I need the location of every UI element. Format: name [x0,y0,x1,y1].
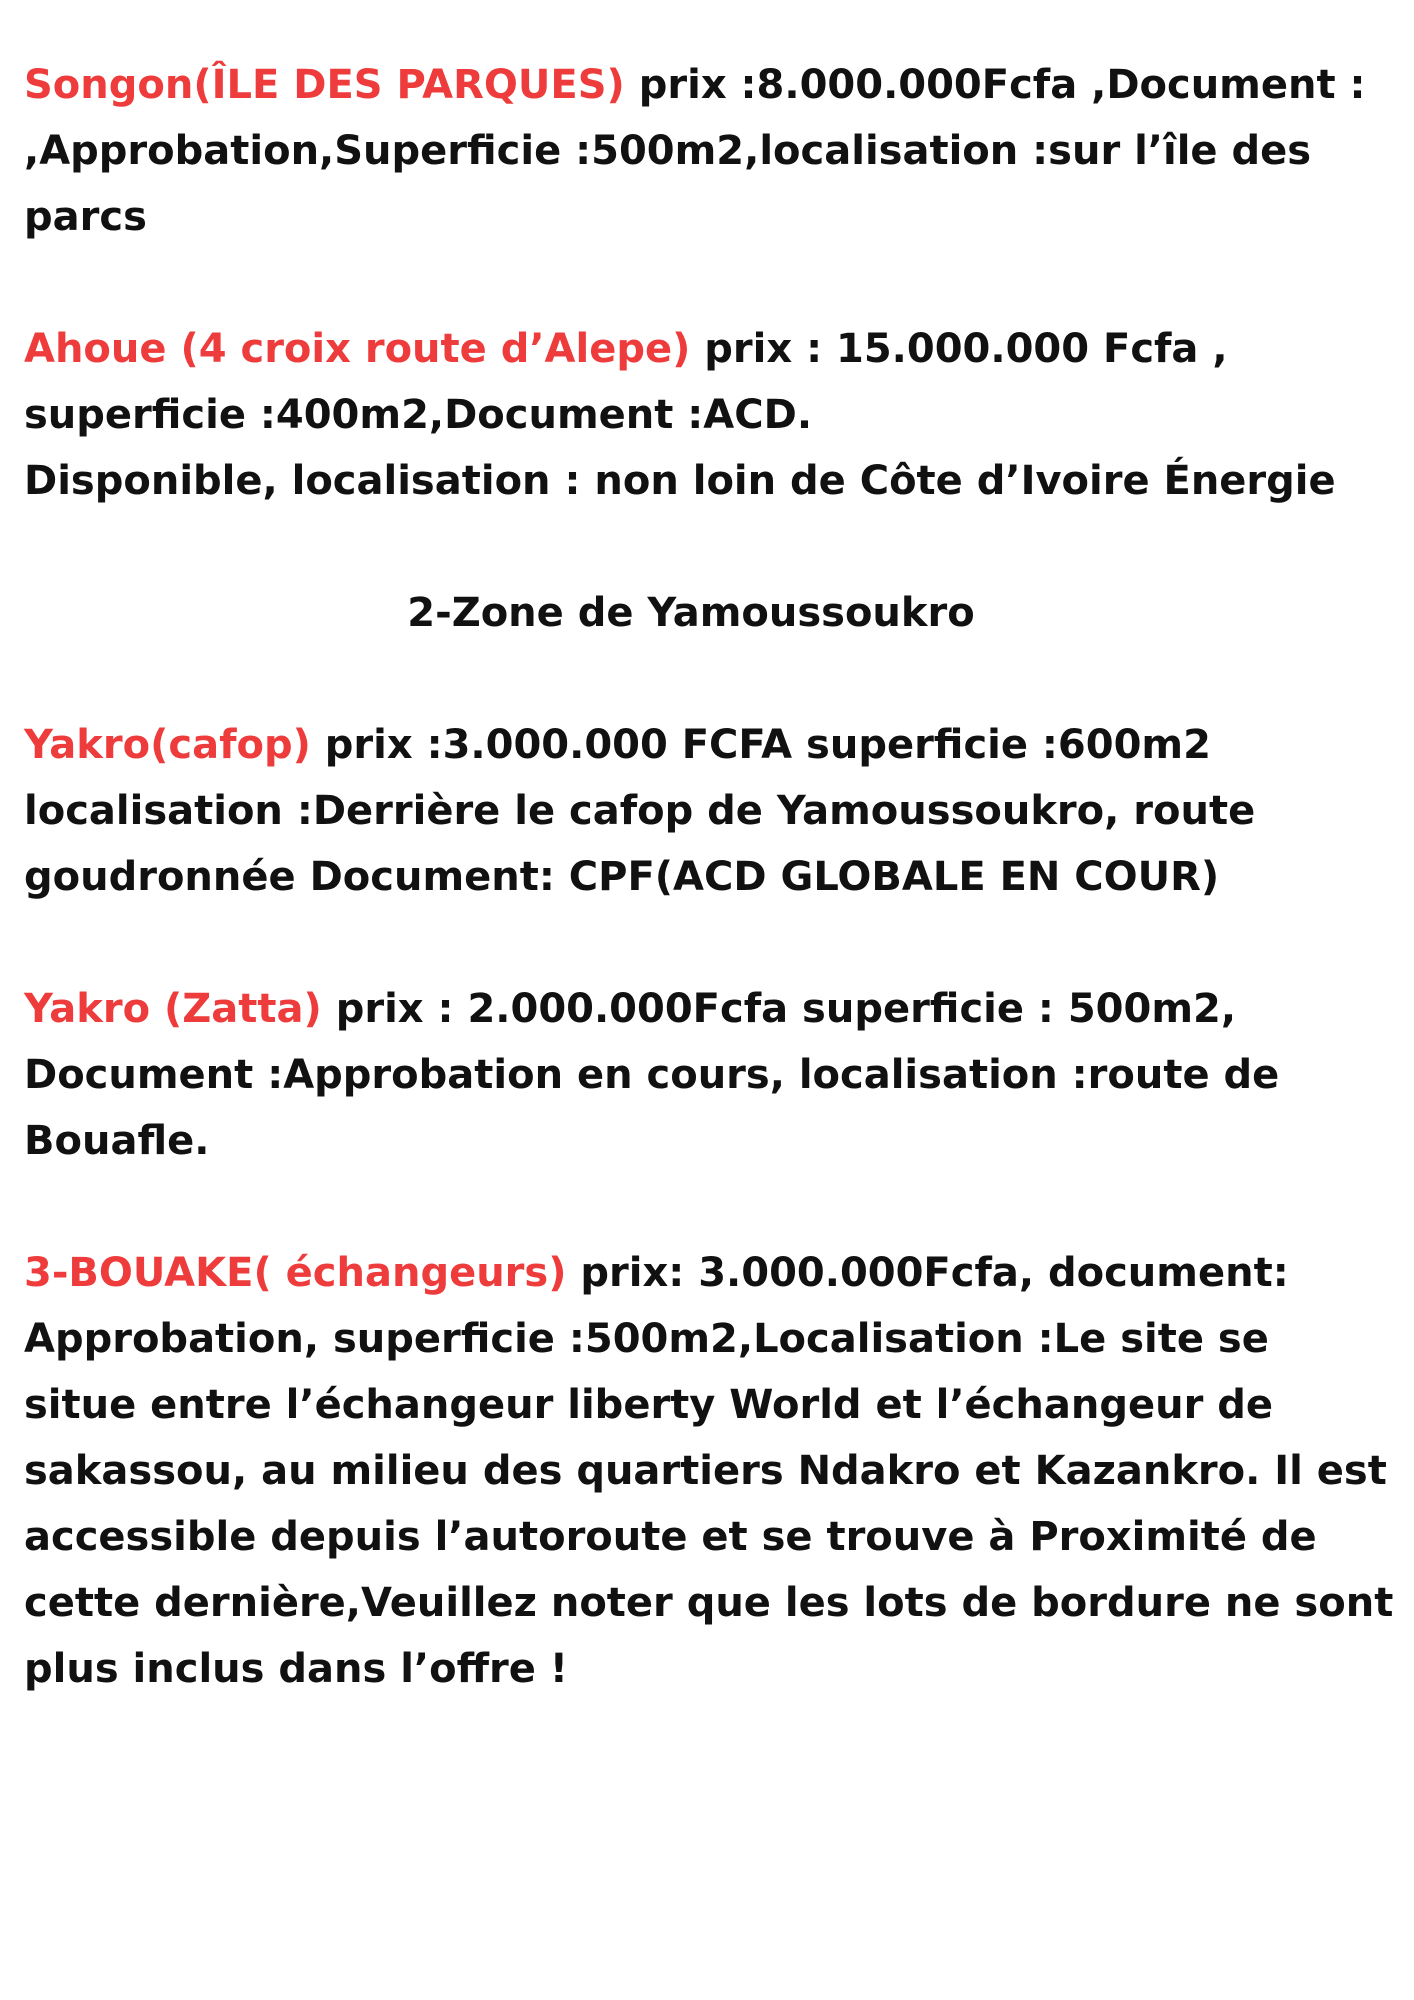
listing-title: Ahoue (4 croix route d’Alepe) [24,326,691,372]
listing-title: 3-BOUAKE( échangeurs) [24,1250,567,1296]
listing-title: Yakro (Zatta) [24,986,322,1032]
listing-details: prix :8.000.000Fcfa ,Document : ,Approbation,Superficie :500m2,localisation :sur l’île des parcs [24,62,1366,240]
listing-ahoue [24,316,1394,514]
listing-details: prix : 15.000.000 Fcfa , superficie :400m2,Document :ACD. [24,326,1228,438]
listing-songon [24,52,1394,250]
zone-heading: 2-Zone de Yamoussoukro [407,590,975,636]
listing-yakro-cafop [24,712,1394,910]
listing-extra: Disponible, localisation : non loin de Côte d’Ivoire Énergie [24,458,1336,504]
listing-title: Yakro(cafop) [24,722,311,768]
listing-bouake [24,1240,1394,1702]
document-page [24,52,1394,1768]
listing-details: prix: 3.000.000Fcfa, document: Approbation, superficie :500m2,Localisation :Le site se situe entre l’échangeur liberty World et l’échangeur de sakassou, au milieu des quartiers Ndakro et Kazankro. Il est accessible depuis l’autoroute et se trouve à Proximité de cette dernière,Veuillez noter que les lots de bordure ne sont plus inclus dans l’offre ! [24,1250,1394,1692]
listing-details: prix : 2.000.000Fcfa superficie : 500m2, Document :Approbation en cours, localisation :route de Bouafle. [24,986,1280,1164]
listing-yakro-zatta [24,976,1394,1174]
listing-details: prix :3.000.000 FCFA superficie :600m2 localisation :Derrière le cafop de Yamoussoukro, route goudronnée Document: CPF(ACD GLOBALE EN COUR) [24,722,1256,900]
listing-title: Songon(ÎLE DES PARQUES) [24,62,625,108]
